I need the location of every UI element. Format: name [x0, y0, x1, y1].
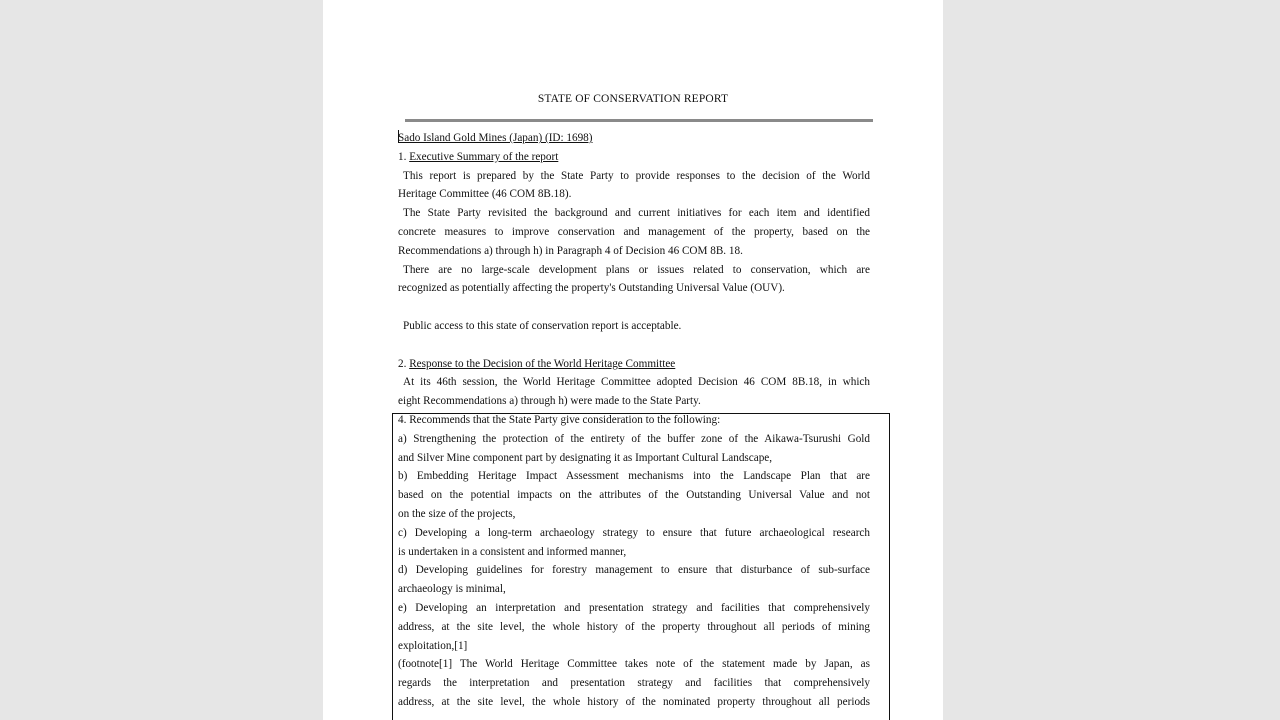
- recommendation-line: b) Embedding Heritage Impact Assessment mechanisms into the Landscape Plan that are: [398, 470, 870, 483]
- recommendation-line: address, at the site level, the whole history of the property throughout all periods of mining: [398, 620, 870, 633]
- blank-line: [398, 336, 870, 355]
- section1-line: Recommendations a) through h) in Paragraph 4 of Decision 46 COM 8B. 18.: [398, 244, 743, 257]
- title-divider: [405, 119, 873, 122]
- recommendation-line: archaeology is minimal,: [398, 583, 506, 596]
- recommendation-line: regards the interpretation and presentation strategy and facilities that comprehensively: [398, 677, 870, 690]
- section1-line: There are no large-scale development plans or issues related to conservation, which are: [403, 263, 870, 276]
- section1-number: 1.: [398, 150, 410, 163]
- section1-heading: Executive Summary of the report: [409, 150, 559, 163]
- recommendations-text: [398, 411, 870, 712]
- recommendation-line: based on the potential impacts on the attributes of the Outstanding Universal Value and not: [398, 489, 870, 502]
- section2-line: At its 46th session, the World Heritage Committee adopted Decision 46 COM 8B.18, in which: [403, 376, 870, 389]
- recommendation-line: on the size of the projects,: [398, 507, 516, 520]
- recommendation-line: 4. Recommends that the State Party give consideration to the following:: [398, 414, 721, 426]
- section2-number: 2.: [398, 357, 410, 370]
- recommendation-line: e) Developing an interpretation and presentation strategy and facilities that comprehensively: [398, 601, 870, 614]
- property-heading[interactable]: Sado Island Gold Mines (Japan) (ID: 1698): [398, 132, 593, 144]
- recommendation-line: d) Developing guidelines for forestry management to ensure that disturbance of sub-surface: [398, 564, 870, 577]
- section1-heading-line: [398, 148, 870, 167]
- section2-heading: Response to the Decision of the World Heritage Committee: [409, 357, 676, 370]
- recommendation-line: address, at the site level, the whole history of the nominated property throughout all periods: [398, 695, 870, 708]
- public-access-line: Public access to this state of conservation report is acceptable.: [403, 319, 682, 332]
- recommendation-line: (footnote[1] The World Heritage Committee takes note of the statement made by Japan, as: [398, 658, 870, 671]
- report-body: [398, 129, 870, 411]
- blank-line: [398, 298, 870, 317]
- section1-line: Heritage Committee (46 COM 8B.18).: [398, 188, 572, 201]
- document-page: [323, 0, 943, 720]
- recommendation-line: and Silver Mine component part by designating it as Important Cultural Landscape,: [398, 451, 773, 464]
- recommendation-line: c) Developing a long-term archaeology strategy to ensure that future archaeological research: [398, 526, 870, 539]
- report-title: STATE OF CONSERVATION REPORT: [537, 93, 729, 105]
- recommendation-line: a) Strengthening the protection of the entirety of the buffer zone of the Aikawa-Tsurushi Gold: [398, 432, 870, 445]
- section2-line: eight Recommendations a) through h) were made to the State Party.: [398, 395, 701, 408]
- section1-line: recognized as potentially affecting the property's Outstanding Universal Value (OUV).: [398, 282, 785, 295]
- section1-line: concrete measures to improve conservation and management of the property, based on the: [398, 225, 870, 238]
- section1-line: The State Party revisited the background and current initiatives for each item and identified: [403, 207, 870, 220]
- recommendation-line: is undertaken in a consistent and informed manner,: [398, 545, 627, 558]
- section2-heading-line: [398, 355, 870, 374]
- recommendation-line: exploitation,[1]: [398, 639, 468, 652]
- section1-line: This report is prepared by the State Party to provide responses to the decision of the World: [403, 169, 870, 182]
- property-heading-line: [398, 129, 870, 148]
